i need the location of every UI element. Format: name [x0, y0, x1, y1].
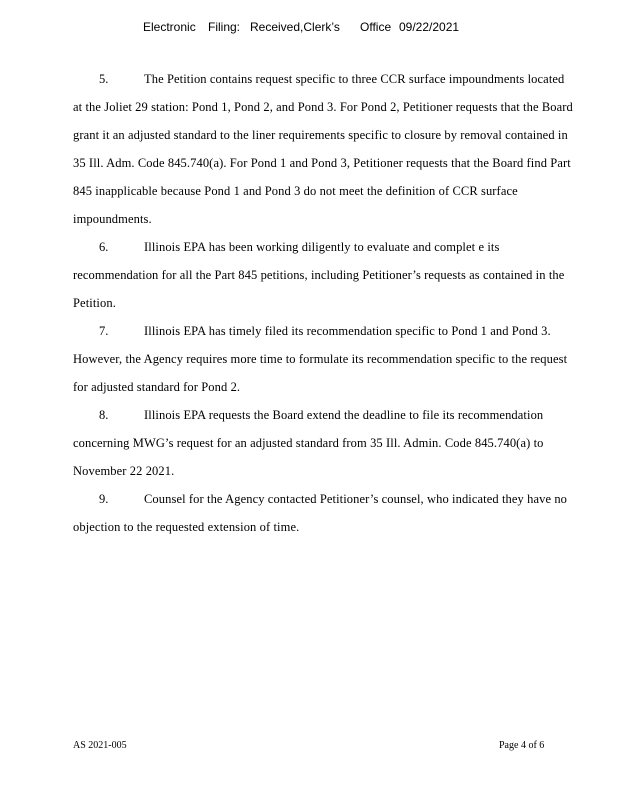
header-received: Received,Clerk’s	[250, 20, 340, 34]
paragraph-number: 8.	[99, 408, 109, 422]
paragraph-line: Illinois EPA requests the Board extend the deadline to file its recommendation	[144, 408, 544, 422]
footer-page-number: Page 4 of 6	[499, 740, 545, 751]
header-office: Office	[360, 20, 392, 34]
paragraph-line: Counsel for the Agency contacted Petitioner’s counsel, who indicated they have no	[144, 492, 568, 506]
header-date: 09/22/2021	[399, 20, 460, 34]
paragraph-line: Illinois EPA has been working diligently to evaluate and complet e its	[144, 240, 500, 254]
paragraph-line: 35 Ill. Adm. Code 845.740(a). For Pond 1 and Pond 3, Petitioner requests that the Board find Part	[73, 156, 571, 170]
header-filing: Filing:	[208, 20, 241, 34]
footer-docket-number: AS 2021-005	[73, 740, 127, 751]
paragraph-line: at the Joliet 29 station: Pond 1, Pond 2, and Pond 3. For Pond 2, Petitioner requests that the Board	[73, 100, 573, 114]
paragraph-number: 5.	[99, 72, 109, 86]
paragraph-line: Illinois EPA has timely filed its recommendation specific to Pond 1 and Pond 3.	[144, 324, 551, 338]
paragraph-line: Petition.	[73, 296, 116, 310]
paragraph-line: for adjusted standard for Pond 2.	[73, 380, 241, 394]
paragraph-line: impoundments.	[73, 212, 152, 226]
paragraph-number: 7.	[99, 324, 109, 338]
header-electronic: Electronic	[143, 20, 196, 34]
paragraph-line: November 22 2021.	[73, 464, 175, 478]
paragraph-line: The Petition contains request specific to three CCR surface impoundments located	[144, 72, 565, 86]
paragraph-line: However, the Agency requires more time to formulate its recommendation specific to the request	[73, 352, 568, 366]
paragraph-line: grant it an adjusted standard to the liner requirements specific to closure by removal contained in	[73, 128, 568, 142]
paragraph-number: 9.	[99, 492, 109, 506]
paragraph-line: objection to the requested extension of time.	[73, 520, 300, 534]
paragraph-number: 6.	[99, 240, 109, 254]
paragraph-line: concerning MWG’s request for an adjusted standard from 35 Ill. Admin. Code 845.740(a) to	[73, 436, 544, 450]
paragraph-line: recommendation for all the Part 845 petitions, including Petitioner’s requests as contained in the	[73, 268, 565, 282]
paragraph-line: 845 inapplicable because Pond 1 and Pond 3 do not meet the definition of CCR surface	[73, 184, 518, 198]
